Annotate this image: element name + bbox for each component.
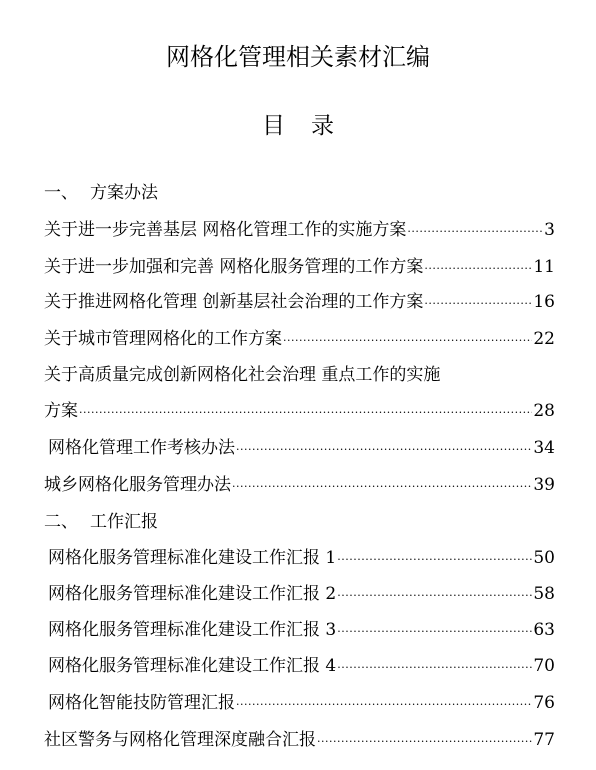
toc-entry[interactable]: [48, 618, 555, 644]
toc-entry-title: 关于城市管理网格化的工作方案: [44, 329, 282, 349]
toc-entry-title: 网格化服务管理标准化建设工作汇报 2: [48, 584, 337, 604]
toc-entry[interactable]: [48, 654, 555, 680]
toc-entry-title: 网格化智能技防管理汇报: [48, 693, 235, 713]
toc-entry-title: 方案: [44, 401, 78, 421]
document-title: 网格化管理相关素材汇编: [166, 43, 430, 71]
dot-leader: [79, 401, 532, 425]
toc-entry[interactable]: [44, 327, 555, 353]
toc-entry-page: 58: [533, 584, 555, 604]
dot-leader: [337, 656, 532, 680]
toc-entry-title: 关于进一步完善基层 网格化管理工作的实施方案: [44, 220, 407, 240]
section-number: 二、: [44, 512, 78, 532]
toc-entry-page: 11: [533, 257, 555, 277]
toc-entry[interactable]: [44, 473, 555, 499]
dot-leader: [317, 730, 532, 754]
toc-entry[interactable]: [48, 691, 555, 717]
dot-leader: [407, 220, 543, 244]
toc-entry-page: 28: [533, 401, 555, 421]
toc-entry-page: 70: [533, 656, 555, 676]
toc-entry-page: 50: [533, 548, 555, 568]
section-title: 工作汇报: [90, 512, 158, 532]
dot-leader: [424, 257, 532, 281]
toc-entry-title: 网格化服务管理标准化建设工作汇报 4: [48, 656, 337, 676]
toc-entry[interactable]: [48, 546, 555, 572]
section-number: 一、: [44, 183, 78, 203]
dot-leader: [232, 475, 532, 499]
toc-entry-page: 63: [533, 620, 555, 640]
dot-leader: [236, 693, 532, 717]
toc-entry-page: 76: [533, 693, 555, 713]
toc-entry[interactable]: [48, 436, 555, 462]
dot-leader: [424, 292, 532, 316]
toc-entry[interactable]: [44, 255, 555, 281]
toc-entry-title: 城乡网格化服务管理办法: [44, 475, 231, 495]
toc-entry-page: 39: [533, 475, 555, 495]
toc-entry-title: 关于推进网格化管理 创新基层社会治理的工作方案: [44, 292, 424, 312]
toc-entry-title-line1[interactable]: 关于高质量完成创新网格化社会治理 重点工作的实施: [44, 365, 441, 385]
toc-entry-page: 77: [533, 730, 555, 750]
section-heading: [44, 181, 158, 205]
toc-entry-page: 3: [544, 220, 555, 240]
toc-entry-page: 34: [533, 438, 555, 458]
toc-entry-page: 22: [533, 329, 555, 349]
toc-entry-page: 16: [533, 292, 555, 312]
dot-leader: [283, 329, 532, 353]
toc-heading-left: 目: [262, 113, 285, 139]
toc-entry-title: 网格化管理工作考核办法: [48, 438, 235, 458]
toc-entry[interactable]: [44, 218, 555, 244]
toc-entry[interactable]: [44, 290, 555, 316]
section-heading: [44, 510, 158, 534]
toc-entry-title: 社区警务与网格化管理深度融合汇报: [44, 730, 316, 750]
dot-leader: [337, 620, 532, 644]
dot-leader: [337, 584, 532, 608]
toc-heading: [0, 111, 596, 141]
dot-leader: [236, 438, 532, 462]
toc-heading-right: 录: [311, 113, 334, 139]
toc-entry-title: 网格化服务管理标准化建设工作汇报 3: [48, 620, 337, 640]
toc-entry[interactable]: [44, 399, 555, 425]
toc-entry[interactable]: [48, 582, 555, 608]
toc-entry-title: 关于进一步加强和完善 网格化服务管理的工作方案: [44, 257, 424, 277]
toc-entry-title: 网格化服务管理标准化建设工作汇报 1: [48, 548, 337, 568]
toc-entry[interactable]: [44, 728, 555, 754]
section-title: 方案办法: [90, 183, 158, 203]
dot-leader: [337, 548, 532, 572]
